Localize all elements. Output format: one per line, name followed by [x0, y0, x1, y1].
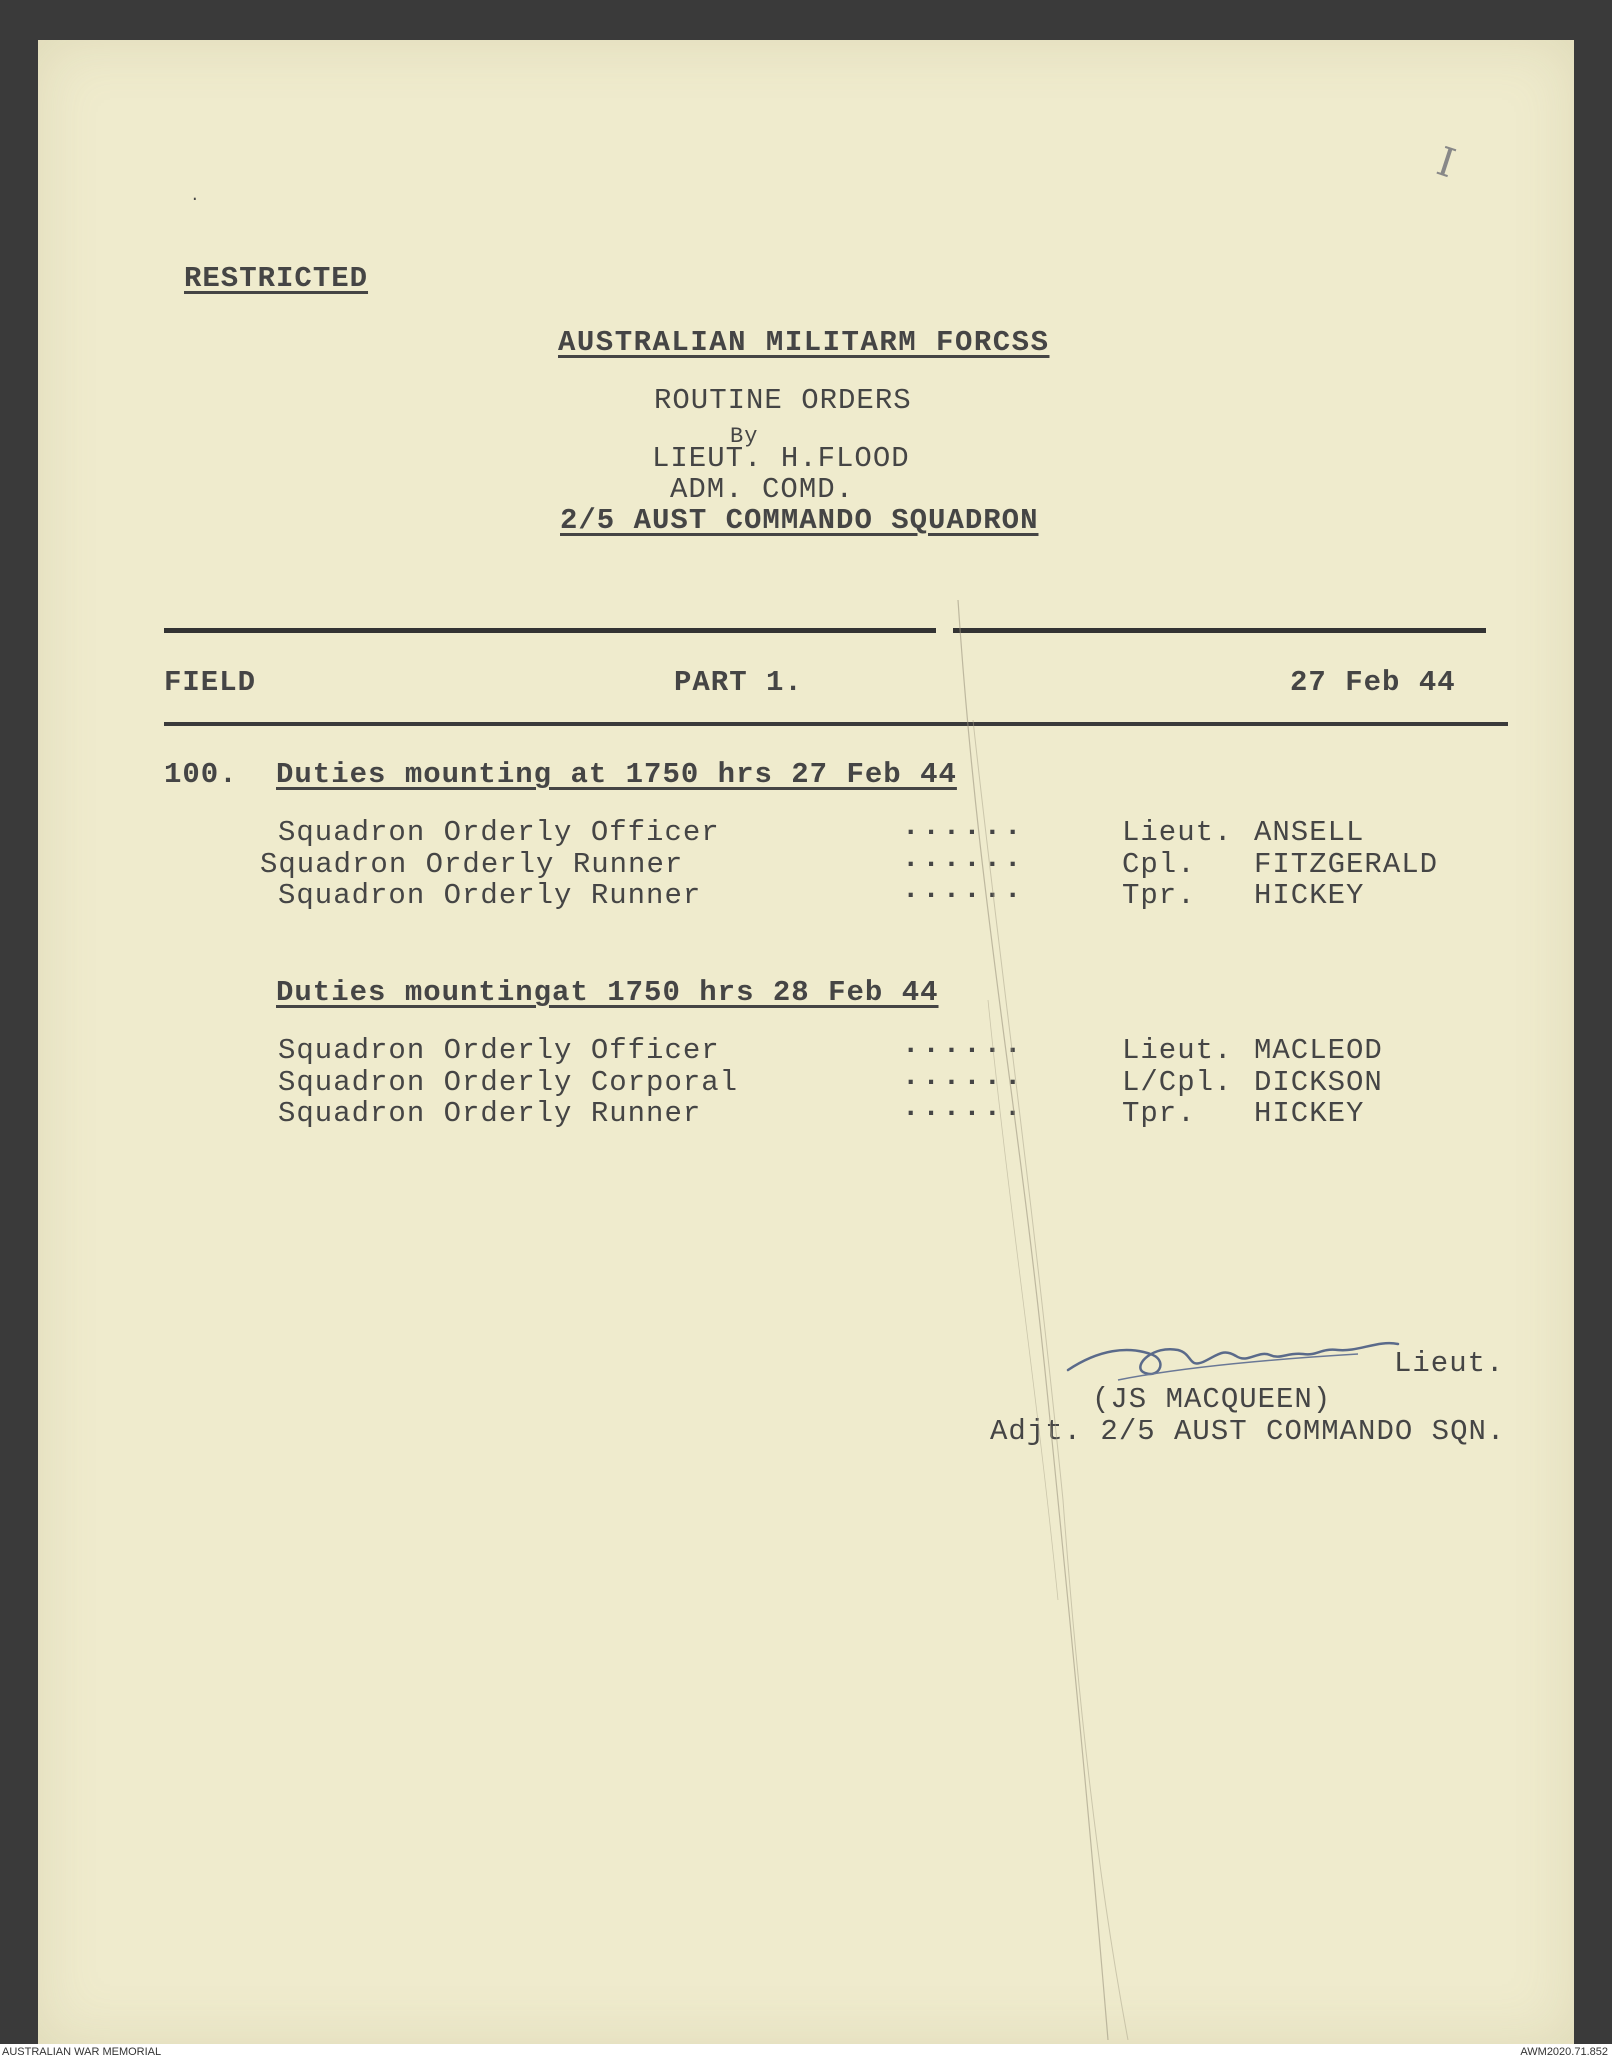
order-date: 27 Feb 44: [1290, 666, 1456, 699]
archive-reference: AWM2020.71.852: [1520, 2046, 1608, 2058]
unit-heading: 2/5 AUST COMMANDO SQUADRON: [560, 504, 1039, 537]
restricted-label: RESTRICTED: [184, 262, 369, 295]
duty-label: Squadron Orderly Runner: [260, 848, 684, 881]
duty-label: Squadron Orderly Runner: [278, 1097, 702, 1130]
signatory-name: (JS MACQUEEN): [1092, 1383, 1332, 1416]
leader-dots: ......: [902, 873, 1025, 906]
archive-footer: [0, 2044, 1612, 2061]
location-label: FIELD: [164, 666, 257, 699]
duty-label: Squadron Orderly Officer: [278, 1034, 720, 1067]
org-heading: AUSTRALIAN MILITARM FORCSS: [558, 326, 1050, 359]
rank: L/Cpl.: [1122, 1066, 1233, 1099]
document-page: [38, 40, 1574, 2044]
rank: Lieut.: [1122, 816, 1233, 849]
person-name: DICKSON: [1254, 1066, 1383, 1099]
duty-label: Squadron Orderly Runner: [278, 879, 702, 912]
issuing-officer: LIEUT. H.FLOOD: [652, 442, 910, 475]
person-name: FITZGERALD: [1254, 848, 1439, 881]
archive-name: AUSTRALIAN WAR MEMORIAL: [2, 2046, 162, 2058]
order-number: 100.: [164, 758, 238, 791]
rank: Lieut.: [1122, 1034, 1233, 1067]
bottom-rule: [164, 722, 1508, 726]
rank: Tpr.: [1122, 1097, 1196, 1130]
duty-label: Squadron Orderly Corporal: [278, 1066, 739, 1099]
person-name: HICKEY: [1254, 1097, 1365, 1130]
leader-dots: ......: [902, 842, 1025, 875]
section-title: Duties mountingat 1750 hrs 28 Feb 44: [276, 976, 939, 1009]
rank: Cpl.: [1122, 848, 1196, 881]
leader-dots: ......: [902, 1091, 1025, 1124]
leader-dots: ......: [902, 1060, 1025, 1093]
top-rule-left: [164, 628, 936, 633]
signatory-rank: Lieut.: [1394, 1347, 1505, 1380]
part-label: PART 1.: [674, 666, 803, 699]
rank: Tpr.: [1122, 879, 1196, 912]
section-title: Duties mounting at 1750 hrs 27 Feb 44: [276, 758, 957, 791]
ink-speck: ·: [190, 190, 201, 208]
paper-crease: [938, 600, 1158, 2040]
person-name: HICKEY: [1254, 879, 1365, 912]
page-mark: I: [1431, 138, 1461, 188]
person-name: ANSELL: [1254, 816, 1365, 849]
signatory-appointment: Adjt. 2/5 AUST COMMANDO SQN.: [990, 1415, 1506, 1448]
person-name: MACLEOD: [1254, 1034, 1383, 1067]
officer-role: ADM. COMD.: [670, 473, 855, 506]
duty-label: Squadron Orderly Officer: [278, 816, 720, 849]
leader-dots: ......: [902, 810, 1025, 843]
leader-dots: ......: [902, 1028, 1025, 1061]
by-label: By: [730, 424, 759, 449]
document-title: ROUTINE ORDERS: [654, 384, 912, 417]
